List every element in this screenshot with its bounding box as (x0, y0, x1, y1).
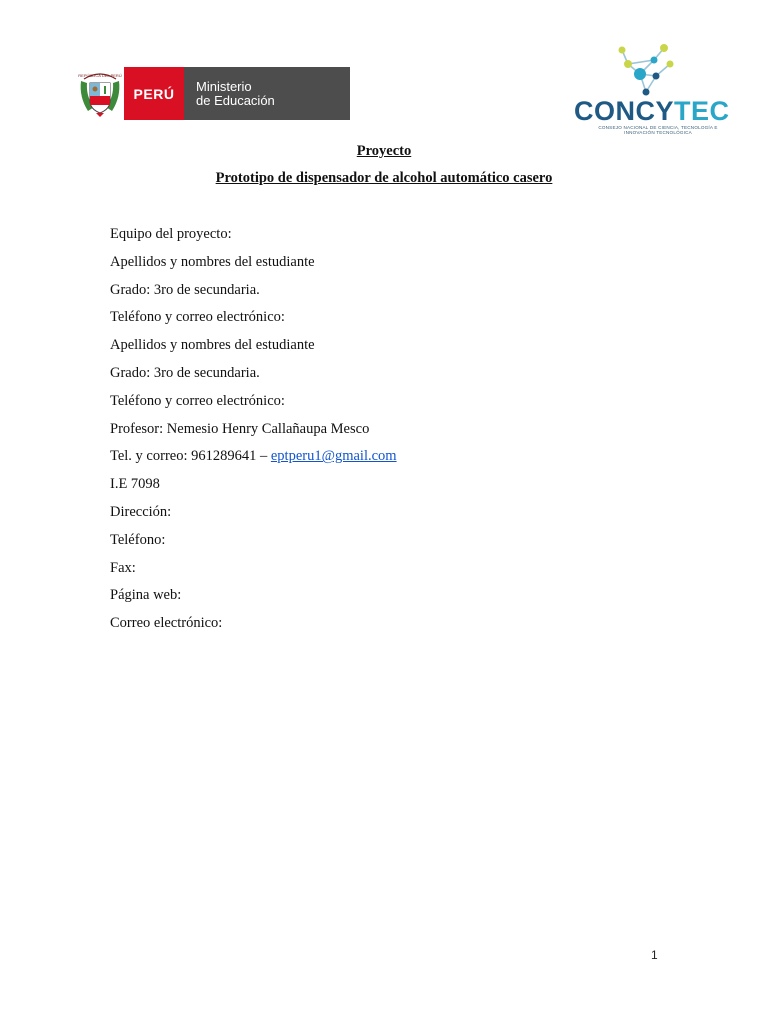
peru-coat-of-arms-icon (76, 67, 124, 120)
concytec-subtitle: CONSEJO NACIONAL DE CIENCIA, TECNOLOGÍA E INNOVACIÓN TECNOLÓGICA (598, 125, 718, 135)
ministry-line-1: Ministerio (196, 78, 252, 94)
concytec-name-part-1: CONCY (574, 96, 675, 126)
teacher-contact-prefix: Tel. y correo: 961289641 – (110, 448, 271, 465)
teacher-name: Profesor: Nemesio Henry Callañaupa Mesco (110, 420, 370, 437)
fax-label: Fax: (110, 559, 136, 576)
student-2-name-label: Apellidos y nombres del estudiante (110, 337, 315, 354)
website-label: Página web: (110, 587, 182, 604)
network-graph-icon (566, 40, 722, 100)
team-label: Equipo del proyecto: (110, 226, 232, 242)
concytec-name-part-2: TEC (674, 96, 730, 126)
student-1-grade: Grado: 3ro de secundaria. (110, 281, 260, 298)
peru-label: PERÚ (124, 67, 184, 120)
address-label: Dirección: (110, 503, 172, 520)
student-2-grade: Grado: 3ro de secundaria. (110, 364, 260, 381)
page-number: 1 (651, 948, 658, 962)
document-title: Proyecto (356, 143, 412, 159)
teacher-contact (110, 448, 670, 476)
student-1-contact-label: Teléfono y correo electrónico: (110, 309, 285, 326)
document-body (110, 226, 670, 643)
document-subtitle: Prototipo de dispensador de alcohol automático casero (215, 170, 553, 186)
phone-label: Teléfono: (110, 531, 166, 548)
concytec-logo (566, 40, 730, 136)
ministry-line-2: de Educación (196, 92, 275, 108)
minedu-logo (76, 67, 350, 120)
concytec-name (574, 97, 730, 125)
teacher-email-link[interactable]: eptperu1@gmail.com (270, 448, 397, 465)
student-2-contact-label: Teléfono y correo electrónico: (110, 392, 285, 409)
svg-text:REPÚBLICA DEL PERÚ: REPÚBLICA DEL PERÚ (78, 73, 122, 78)
student-1-name-label: Apellidos y nombres del estudiante (110, 253, 315, 270)
email-label: Correo electrónico: (110, 615, 223, 632)
ministry-label (184, 67, 350, 120)
school-name: I.E 7098 (110, 476, 160, 493)
